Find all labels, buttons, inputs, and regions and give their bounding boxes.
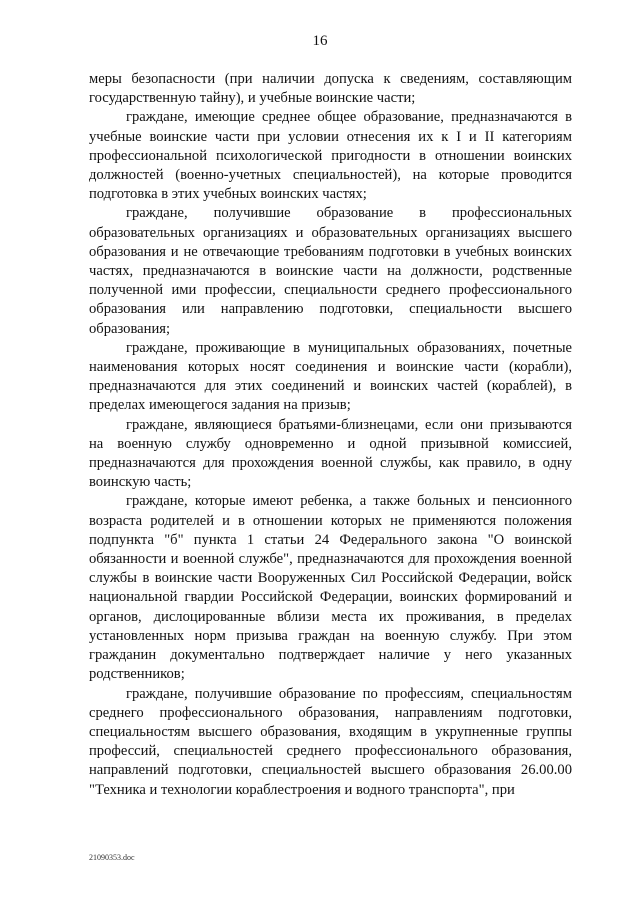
document-id-footer: 21090353.doc [89, 853, 135, 862]
paragraph: граждане, являющиеся братьями-близнецами, если они призываются на военную службу одновременно и одной призывной комиссией, предназначаются для прохождения военной службы, как правило, в одну воинскую часть; [89, 416, 572, 491]
paragraph: граждане, получившие образование по профессиям, специальностям среднего профессионального образования, направлениям подготовки, специальностям высшего образования, входящим в укрупненные группы профессий, специальностей среднего профессионального образования, направлений подготовки, специальностей высшего образования 26.00.00 "Техника и технологии кораблестроения и водного транспорта", при [89, 685, 572, 798]
paragraph-continuation: меры безопасности (при наличии допуска к сведениям, составляющим государственную тайну), и учебные воинские части; [89, 71, 572, 107]
paragraph: граждане, получившие образование в профессиональных образовательных организациях и образовательных организациях высшего образования и не отвечающие требованиям подготовки в учебных воинских частях, предназначаются в воинские части на должности, родственные полученной ими профессии, специальности среднего профессионального образования или направлению подготовки, специальности высшего образования; [89, 205, 572, 337]
paragraph: граждане, имеющие среднее общее образование, предназначаются в учебные воинские части при условии отнесения их к I и II категориям профессиональной психологической пригодности в отношении воинских должностей (военно-учетных специальностей), на которые проводится подготовка в этих учебных воинских частях; [89, 109, 572, 203]
page-number: 16 [312, 33, 328, 49]
paragraph: граждане, проживающие в муниципальных образованиях, почетные наименования которых носят соединения и воинские части (корабли), предназначаются для этих соединений и воинских частей (кораблей), в пределах имеющегося задания на призыв; [89, 339, 572, 414]
paragraph: граждане, которые имеют ребенка, а также больных и пенсионного возраста родителей и в отношении которых не применяются положения подпункта "б" пункта 1 статьи 24 Федерального закона "О воинской обязанности и военной службе", предназначаются для прохождения военной службы в воинские части Вооруженных Сил Российской Федерации, войск национальной гвардии Российской Федерации, воинских формирований и органов, дислоцированные вблизи места их проживания, в пределах установленных норм призыва граждан на военную службу. При этом гражданин документально подтверждает наличие у него указанных родственников; [89, 493, 572, 683]
document-body [89, 70, 572, 800]
